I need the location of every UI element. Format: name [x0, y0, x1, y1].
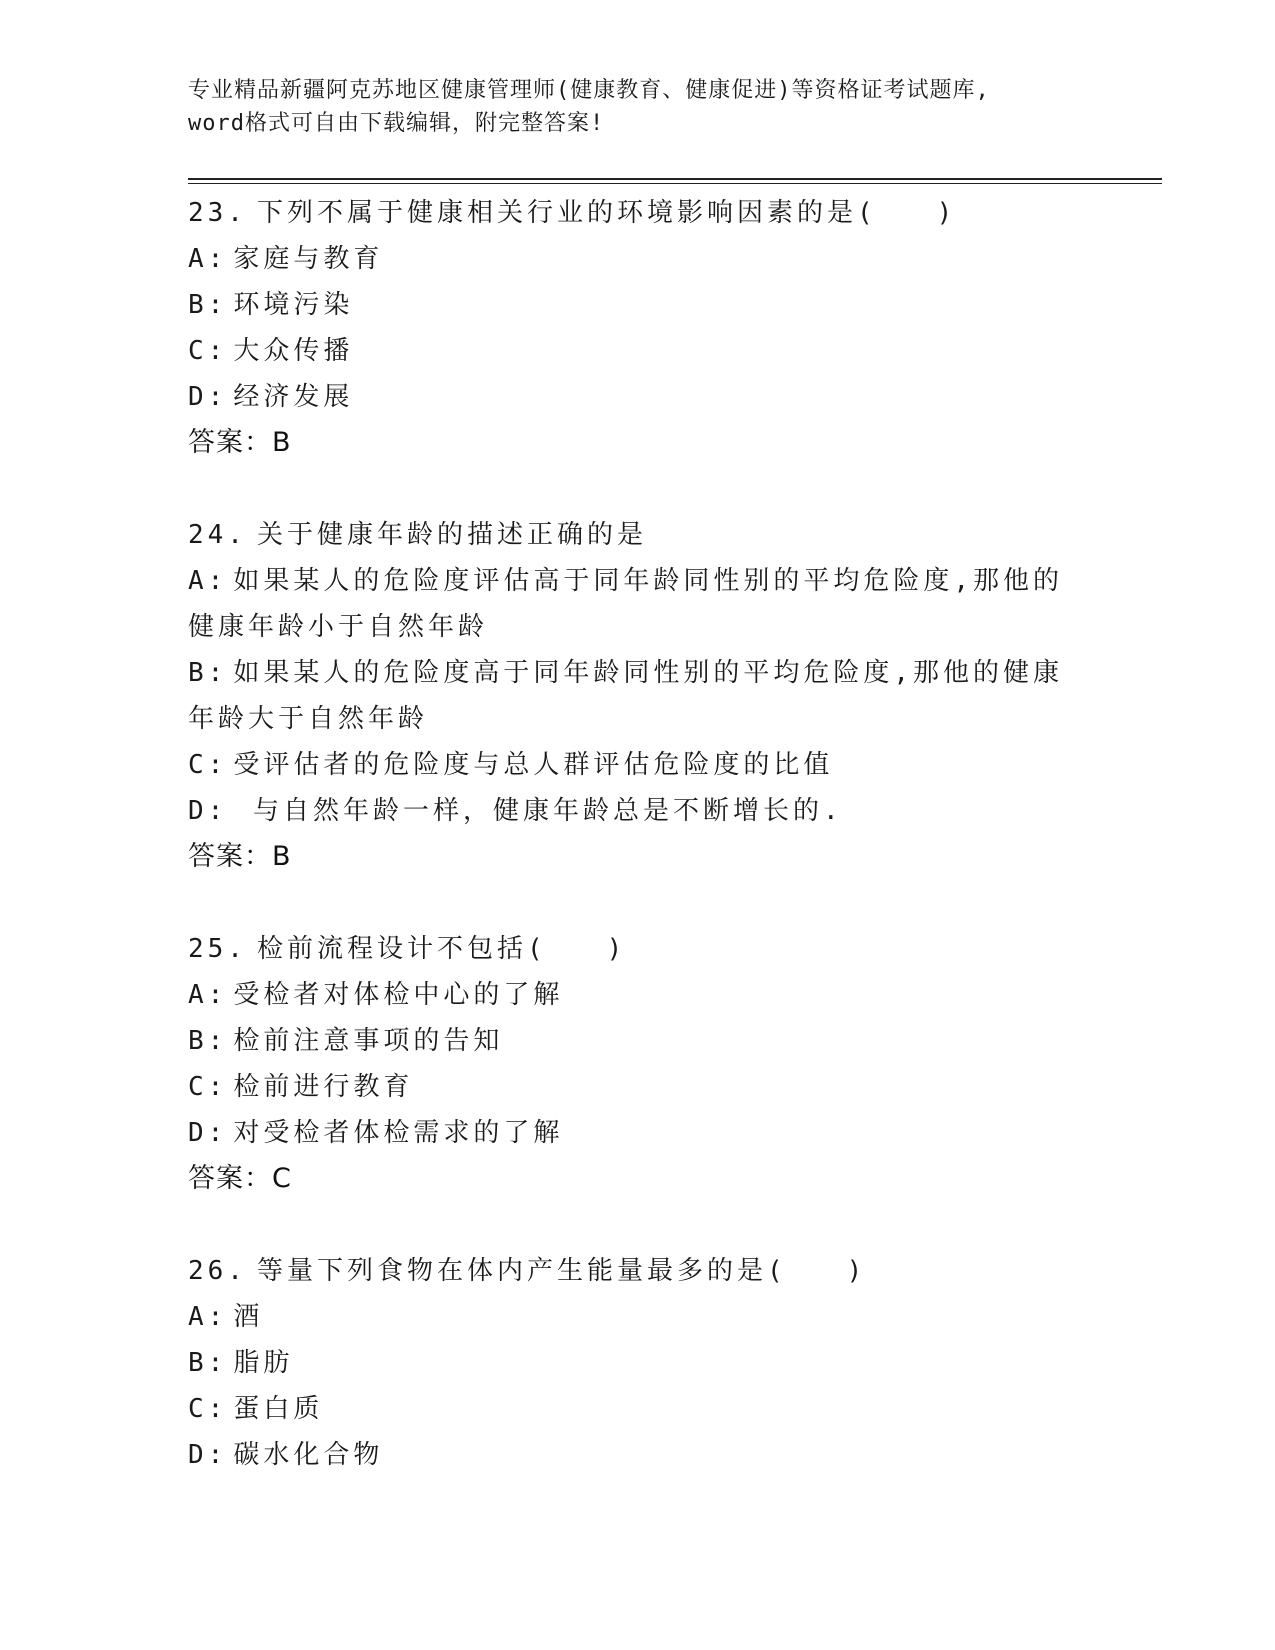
- option-key: C:: [188, 1394, 228, 1424]
- header-divider-thin: [188, 183, 1162, 184]
- option-text: 经济发展: [233, 382, 354, 412]
- option-b: [188, 1340, 1088, 1386]
- option-text: 检前注意事项的告知: [233, 1026, 504, 1056]
- option-text: 脂肪: [233, 1348, 294, 1378]
- question-number: 25.: [188, 934, 247, 964]
- option-key: C:: [188, 750, 228, 780]
- option-c: [188, 328, 1088, 374]
- option-key: A:: [188, 980, 228, 1010]
- option-text: 如果某人的危险度评估高于同年龄同性别的平均危险度,那他的健康年龄小于自然年龄: [188, 566, 1063, 642]
- answer-value: B: [272, 841, 292, 872]
- option-key: B:: [188, 290, 228, 320]
- question-stem: [188, 512, 1088, 558]
- answer-line: [188, 1156, 1088, 1202]
- header-divider-thick: [188, 178, 1162, 180]
- question-list: [188, 190, 1088, 1524]
- option-text: 酒: [233, 1302, 264, 1332]
- option-d: [188, 1110, 1088, 1156]
- option-key: B:: [188, 1348, 228, 1378]
- option-a: [188, 972, 1088, 1018]
- option-a: [188, 558, 1068, 650]
- question-number: 26.: [188, 1256, 247, 1286]
- option-text: 碳水化合物: [233, 1440, 384, 1470]
- question-text: 检前流程设计不包括( ): [256, 934, 627, 964]
- option-text: 检前进行教育: [233, 1072, 414, 1102]
- option-text: 受评估者的危险度与总人群评估危险度的比值: [233, 750, 834, 780]
- option-d: [188, 788, 1088, 834]
- question-text: 下列不属于健康相关行业的环境影响因素的是( ): [256, 198, 957, 228]
- option-key: A:: [188, 566, 228, 596]
- option-key: D:: [188, 1440, 228, 1470]
- answer-label: 答案：: [188, 427, 272, 458]
- option-text: 受检者对体检中心的了解: [233, 980, 564, 1010]
- option-c: [188, 742, 1088, 788]
- option-text: 如果某人的危险度高于同年龄同性别的平均危险度,那他的健康年龄大于自然年龄: [188, 658, 1063, 734]
- option-key: C:: [188, 336, 228, 366]
- option-a: [188, 1294, 1088, 1340]
- option-key: B:: [188, 1026, 228, 1056]
- option-key: D:: [188, 382, 228, 412]
- option-key: B:: [188, 658, 228, 688]
- option-d: [188, 1432, 1088, 1478]
- option-text: 与自然年龄一样，健康年龄总是不断增长的.: [233, 796, 843, 826]
- option-a: [188, 236, 1088, 282]
- answer-line: [188, 420, 1088, 466]
- question-25: [188, 926, 1088, 1202]
- question-text: 关于健康年龄的描述正确的是: [256, 520, 647, 550]
- option-key: D:: [188, 1118, 228, 1148]
- answer-value: C: [272, 1163, 292, 1194]
- option-b: [188, 282, 1088, 328]
- question-number: 23.: [188, 198, 247, 228]
- answer-label: 答案：: [188, 841, 272, 872]
- option-c: [188, 1064, 1088, 1110]
- option-text: 大众传播: [233, 336, 354, 366]
- option-key: A:: [188, 244, 228, 274]
- answer-value: B: [272, 427, 292, 458]
- header-line-2: word格式可自由下载编辑，附完整答案!: [188, 111, 605, 136]
- question-stem: [188, 926, 1088, 972]
- question-26: [188, 1248, 1088, 1478]
- question-number: 24.: [188, 520, 247, 550]
- question-stem: [188, 190, 1088, 236]
- option-text: 家庭与教育: [233, 244, 384, 274]
- question-text: 等量下列食物在体内产生能量最多的是( ): [256, 1256, 867, 1286]
- header-line-1: 专业精品新疆阿克苏地区健康管理师(健康教育、健康促进)等资格证考试题库,: [188, 78, 990, 103]
- option-key: D:: [188, 796, 228, 826]
- option-text: 对受检者体检需求的了解: [233, 1118, 564, 1148]
- answer-label: 答案：: [188, 1163, 272, 1194]
- answer-line: [188, 834, 1088, 880]
- option-text: 蛋白质: [233, 1394, 324, 1424]
- option-key: C:: [188, 1072, 228, 1102]
- option-key: A:: [188, 1302, 228, 1332]
- question-23: [188, 190, 1088, 466]
- option-b: [188, 1018, 1088, 1064]
- option-b: [188, 650, 1068, 742]
- document-header: [188, 74, 1068, 140]
- question-24: [188, 512, 1088, 880]
- option-d: [188, 374, 1088, 420]
- option-c: [188, 1386, 1088, 1432]
- option-text: 环境污染: [233, 290, 354, 320]
- question-stem: [188, 1248, 1088, 1294]
